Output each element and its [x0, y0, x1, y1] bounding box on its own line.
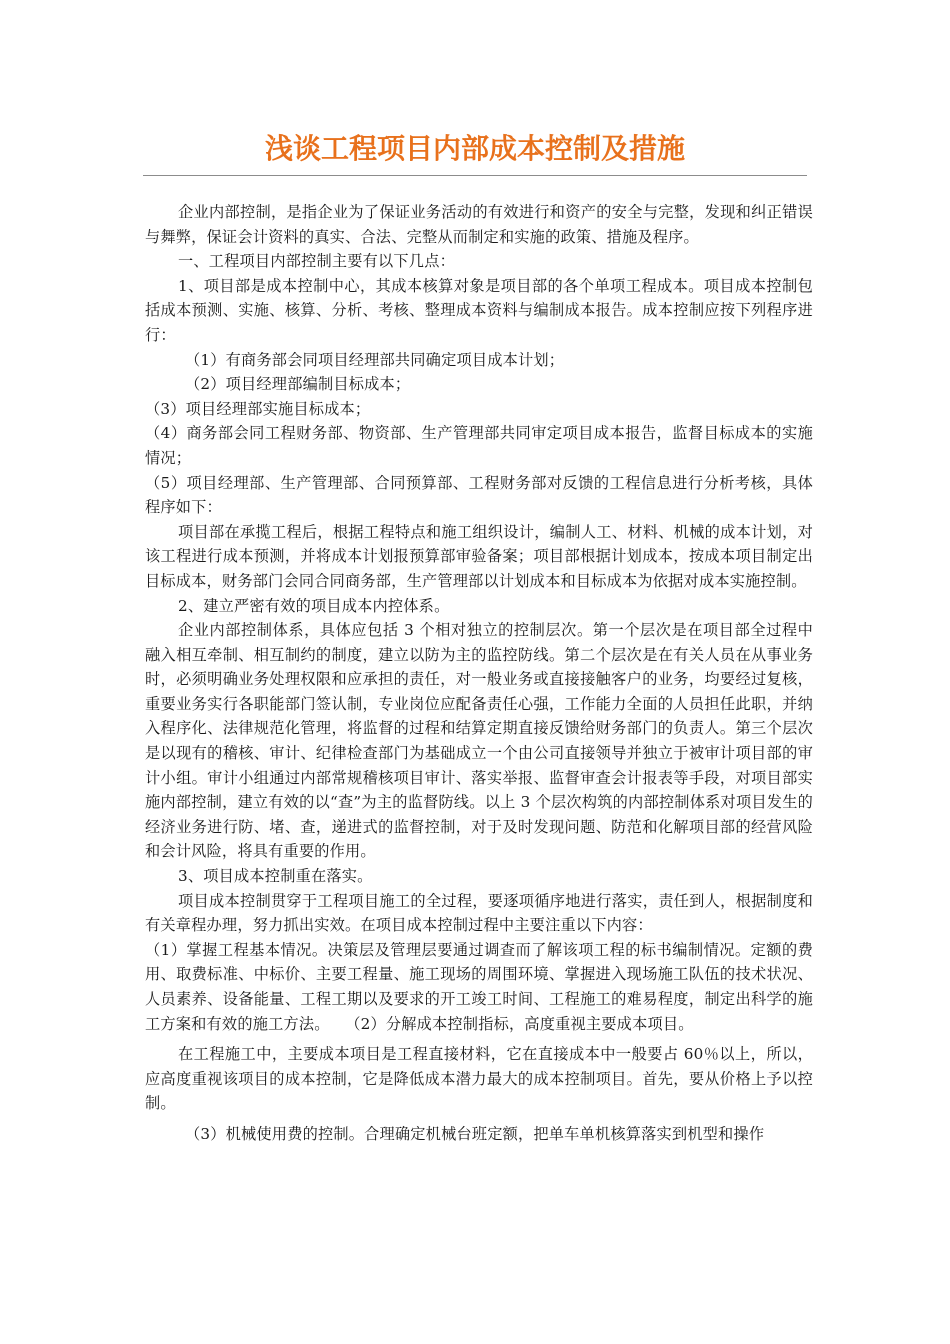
paragraph-intro: 企业内部控制，是指企业为了保证业务活动的有效进行和资产的安全与完整，发现和纠正错误与舞弊，保证会计资料的真实、合法、完整从而制定和实施的政策、措施及程序。	[145, 203, 813, 246]
paragraph-control-system: 企业内部控制体系，具体应包括 3 个相对独立的控制层次。第一个层次是在项目部全过程中融入相互牵制、相互制约的制度，建立以防为主的监控防线。第二个层次是在有关人员在从事业务时，必须明确业务处理权限和应承担的责任，对一般业务或直接接触客户的业务，均要经过复核，重要业务实行各职能部门签认制，专业岗位应配备责任心强，工作能力全面的人员担任此职，并纳入程序化、法律规范化管理，将监督的过程和结算定期直接反馈给财务部门的负责人。第三个层次是以现有的稽核、审计、纪律检查部门为基础成立一个由公司直接领导并独立于被审计项目部的审计小组。审计小组通过内部常规稽核项目审计、落实举报、监督审查会计报表等手段，对项目部实施内部控制，建立有效的以“查”为主的监督防线。以上 3 个层次构筑的内部控制体系对项目发生的经济业务进行防、堵、查，递进式的监督控制，对于及时发现问题、防范和化解项目部的经营风险和会计风险，将具有重要的作用。	[145, 621, 813, 861]
paragraph-basic-info: （1）掌握工程基本情况。决策层及管理层要通过调查而了解该项工程的标书编制情况。定额的费用、取费标准、中标价、主要工程量、施工现场的周围环境、掌握进入现场施工队伍的技术状况、人员素养、设备能量、工程工期以及要求的开工竣工时间、工程施工的难易程度，制定出科学的施工方案和有效的施工方法。 （2）分解成本控制指标，高度重视主要成本项目。	[145, 940, 813, 1033]
list-item-step-3: （3）项目经理部实施目标成本；	[145, 399, 371, 418]
paragraph-item-1: 1、项目部是成本控制中心，其成本核算对象是项目部的各个单项工程成本。项目成本控制包括成本预测、实施、核算、分析、考核、整理成本资料与编制成本报告。成本控制应按下列程序进行：	[145, 276, 813, 344]
list-item-step-5: （5）项目经理部、生产管理部、合同预算部、工程财务部对反馈的工程信息进行分析考核，具体程序如下：	[145, 473, 813, 517]
paragraph-materials: 在工程施工中，主要成本项目是工程直接材料，它在直接成本中一般要占 60％以上，所以，应高度重视该项目的成本控制，它是降低成本潜力最大的成本控制项目。首先，要从价格上予以控制。	[145, 1045, 813, 1113]
paragraph-implementation: 项目成本控制贯穿于工程项目施工的全过程，要逐项循序地进行落实，责任到人，根据制度和有关章程办理，努力抓出实效。在项目成本控制过程中主要注重以下内容：	[145, 891, 813, 935]
list-item-step-4: （4）商务部会同工程财务部、物资部、生产管理部共同审定项目成本报告，监督目标成本的实施情况；	[145, 424, 813, 467]
list-item-step-2: （2）项目经理部编制目标成本；	[185, 375, 411, 394]
paragraph-machinery: （3）机械使用费的控制。合理确定机械台班定额，把单车单机核算落实到机型和操作	[185, 1124, 765, 1143]
paragraph-item-3: 3、项目成本控制重在落实。	[178, 867, 373, 886]
document-body	[145, 200, 813, 1147]
paragraph-procedure: 项目部在承揽工程后，根据工程特点和施工组织设计，编制人工、材料、机械的成本计划，对该工程进行成本预测，并将成本计划报预算部审验备案；项目部根据计划成本，按成本项目制定出目标成本，财务部门会同合同商务部，生产管理部以计划成本和目标成本为依据对成本实施控制。	[145, 522, 813, 590]
document-title: 浅谈工程项目内部成本控制及措施	[264, 132, 685, 165]
section-heading-1: 一、工程项目内部控制主要有以下几点：	[178, 252, 455, 271]
list-item-step-1: （1）有商务部会同项目经理部共同确定项目成本计划；	[185, 350, 565, 369]
title-divider	[143, 175, 807, 176]
paragraph-item-2: 2、建立严密有效的项目成本内控体系。	[178, 596, 450, 615]
